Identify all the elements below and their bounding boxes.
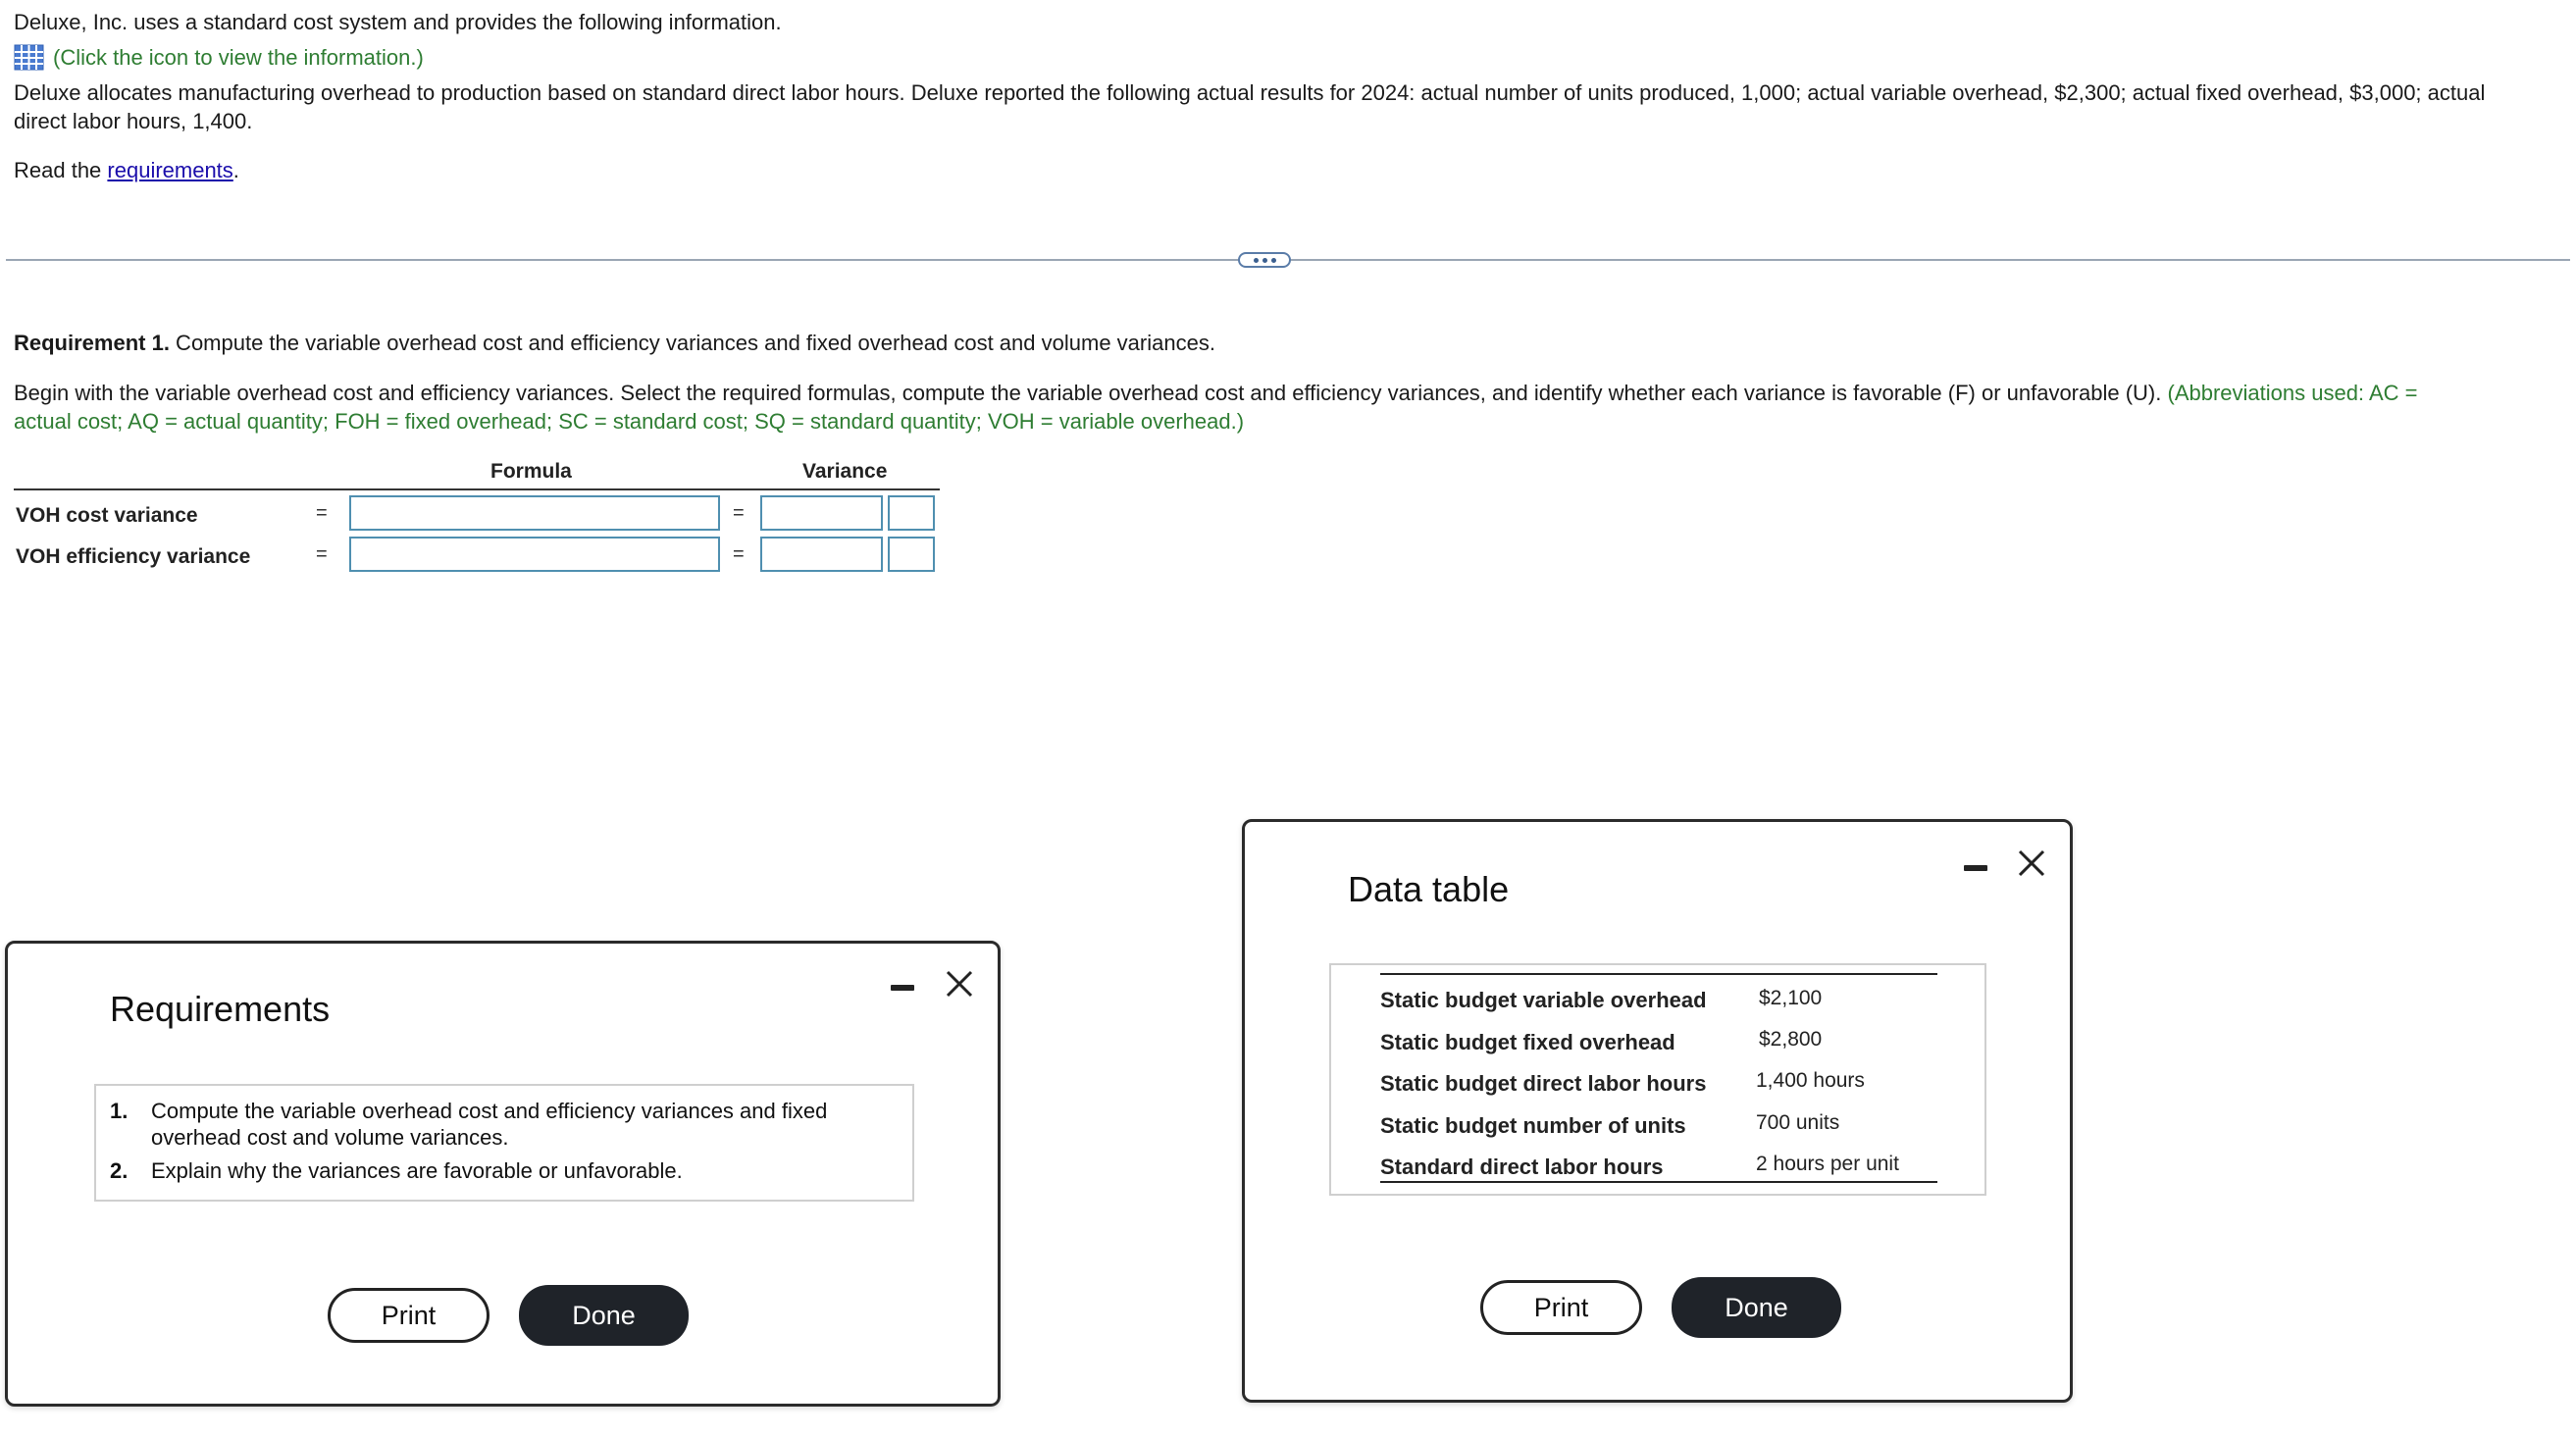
row-label-voh-cost: VOH cost variance (16, 504, 198, 527)
expand-toggle[interactable] (1238, 252, 1291, 268)
requirement-text: Compute the variable overhead cost and efficiency variances and fixed (151, 1099, 828, 1123)
data-row-label: Standard direct labor hours (1380, 1155, 1664, 1179)
instructions (14, 379, 2554, 436)
voh-cost-variance-input[interactable] (760, 495, 883, 531)
intro-paragraph-line2: direct labor hours, 1,400. (14, 109, 253, 133)
data-table-title: Data table (1348, 869, 1510, 909)
done-button[interactable]: Done (519, 1285, 689, 1346)
close-icon[interactable] (2017, 848, 2046, 878)
voh-cost-fu-select[interactable] (888, 495, 935, 531)
requirement-text: overhead cost and volume variances. (151, 1125, 509, 1150)
requirements-dialog (5, 941, 1001, 1407)
ellipsis-dot (1262, 258, 1267, 263)
data-row-value: $2,800 (1759, 1028, 1823, 1051)
print-button[interactable]: Print (328, 1288, 489, 1343)
requirement-1-text: Compute the variable overhead cost and efficiency variances and fixed overhead cost and volume variances. (169, 331, 1215, 355)
requirements-title: Requirements (110, 989, 331, 1029)
requirement-number: 2. (110, 1158, 129, 1183)
equals-sign: = (733, 502, 745, 524)
table-bottom-rule (1380, 1181, 1937, 1183)
intro-line: Deluxe, Inc. uses a standard cost system and provides the following information. (14, 10, 782, 34)
intro-paragraph (14, 78, 2554, 135)
data-row-label: Static budget number of units (1380, 1113, 1686, 1138)
requirement-1-label: Requirement 1. (14, 331, 170, 355)
requirement-text: Explain why the variances are favorable or unfavorable. (151, 1158, 683, 1183)
equals-sign: = (316, 543, 328, 565)
voh-cost-formula-input[interactable] (349, 495, 720, 531)
col-formula-header: Formula (490, 460, 572, 483)
abbreviations-rest: actual cost; AQ = actual quantity; FOH = fixed overhead; SC = standard cost; SQ = standard quantity; VOH = variable overhead.) (14, 409, 1245, 434)
requirement-item (110, 1157, 683, 1184)
done-button[interactable]: Done (1672, 1277, 1841, 1338)
info-link[interactable] (14, 41, 424, 73)
data-table-dialog (1242, 819, 2073, 1403)
table-header-rule (14, 488, 940, 490)
data-row-label: Static budget direct labor hours (1380, 1071, 1707, 1096)
data-row-label: Static budget variable overhead (1380, 988, 1707, 1012)
close-icon[interactable] (945, 969, 974, 999)
row-label-voh-efficiency: VOH efficiency variance (16, 545, 251, 568)
read-prefix: Read the (14, 158, 108, 182)
click-icon-text[interactable]: (Click the icon to view the information.) (53, 44, 424, 70)
requirement-number: 1. (110, 1099, 129, 1123)
ellipsis-dot (1271, 258, 1276, 263)
intro-paragraph-line1: Deluxe allocates manufacturing overhead to production based on standard direct labor hours. Deluxe reported the following actual results for 2024: actual number of units produced, 1,000; actual variable overhead, $2,300; actual fixed overhead, $3,000; actual (14, 80, 2486, 105)
voh-efficiency-fu-select[interactable] (888, 537, 935, 572)
instructions-text: Begin with the variable overhead cost and efficiency variances. Select the required formulas, compute the variable overhead cost and efficiency variances, and identify whether each variance is favorable (F) or unfavorable (U). (14, 381, 2162, 405)
ellipsis-dot (1254, 258, 1259, 263)
abbreviations-start: (Abbreviations used: AC = (2161, 381, 2418, 405)
read-suffix: . (232, 158, 239, 182)
col-variance-header: Variance (802, 460, 888, 483)
requirement-1-heading (14, 329, 1215, 357)
read-requirements (14, 156, 239, 184)
data-table (1329, 963, 1986, 1196)
requirements-link[interactable]: requirements (107, 158, 233, 182)
data-row-value: 1,400 hours (1756, 1069, 1865, 1092)
requirement-item (110, 1098, 827, 1151)
data-row-value: 700 units (1756, 1111, 1840, 1134)
minimize-icon[interactable] (1964, 865, 1987, 871)
equals-sign: = (733, 543, 745, 565)
voh-efficiency-variance-input[interactable] (760, 537, 883, 572)
requirements-list (94, 1084, 914, 1202)
data-row-value: $2,100 (1759, 987, 1823, 1009)
equals-sign: = (316, 502, 328, 524)
minimize-icon[interactable] (891, 985, 914, 991)
voh-efficiency-formula-input[interactable] (349, 537, 720, 572)
table-icon[interactable] (14, 44, 44, 71)
data-row-value: 2 hours per unit (1756, 1153, 1899, 1175)
table-top-rule (1380, 973, 1937, 975)
data-row-label: Static budget fixed overhead (1380, 1030, 1675, 1054)
print-button[interactable]: Print (1480, 1280, 1642, 1335)
